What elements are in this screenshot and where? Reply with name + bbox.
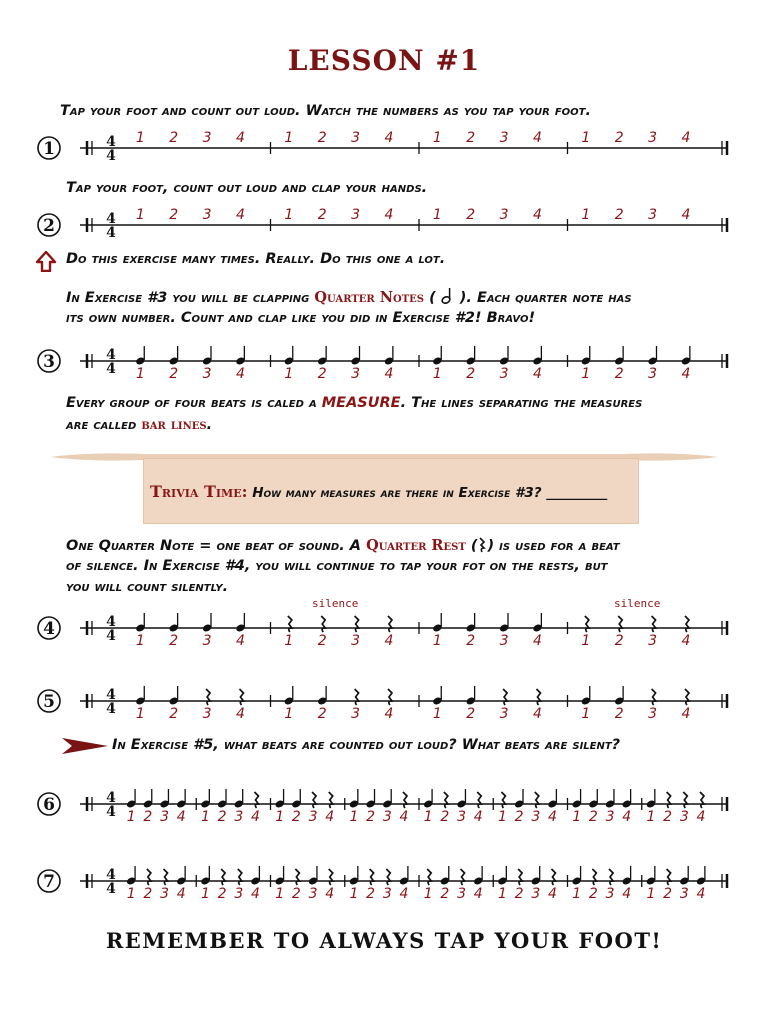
quarter-rest [427,869,431,885]
beat-count: 4 [548,886,557,902]
exercise-number: 7 [43,872,55,892]
exercise-1-staff [0,120,768,180]
beat-count: 4 [236,130,245,146]
quarter-rest [239,689,243,705]
beat-count: 1 [581,633,591,649]
beat-count: 2 [466,366,476,382]
exercise-5-question: In Exercise #5, what beats are counted out loud? What beats are silent? [112,737,621,753]
time-signature-top: 4 [106,790,116,806]
beat-count: 4 [681,366,691,382]
quarter-rest [355,616,359,632]
beat-count: 2 [169,207,179,223]
beat-count: 1 [135,706,145,722]
quarter-rest [295,869,299,885]
beat-count: 4 [236,633,245,649]
beat-count: 3 [351,706,361,722]
barline-text-a: are called [66,417,142,433]
trivia-label: Trivia Time: [150,482,248,501]
beat-count: 2 [466,633,476,649]
beat-count: 1 [432,207,442,223]
beat-count: 2 [169,633,179,649]
beat-count: 3 [499,706,509,722]
quarter-rest [667,869,671,885]
beat-count: 1 [284,130,294,146]
beat-count: 2 [317,706,327,722]
beat-count: 4 [533,706,542,722]
beat-count: 4 [384,366,394,382]
beat-count: 3 [351,366,361,382]
beat-count: 3 [531,809,541,825]
footer-reminder: REMEMBER TO ALWAYS TAP YOUR FOOT! [105,928,663,953]
quarter-rest [238,869,242,885]
beat-count: 3 [202,130,212,146]
beat-count: 1 [423,809,433,825]
trivia-box [143,458,639,524]
exercise-3-intro-line2: its own number. Count and clap like you did in Exercise #2! Bravo! [66,310,536,326]
quarter-rest [618,616,622,632]
beat-count: 4 [325,886,335,902]
beat-count: 1 [284,207,294,223]
quarter-rest [536,689,540,705]
exercise-3-staff [0,333,768,393]
beat-count: 1 [423,886,433,902]
beat-count: 3 [234,809,244,825]
quarter-rest [461,869,465,885]
quarter-rest [164,869,168,885]
exercise-7-staff [0,853,768,913]
beat-count: 3 [351,207,361,223]
beat-count: 3 [499,207,509,223]
exercise-number: 2 [43,216,55,236]
intro-paren-open: ( [424,290,441,306]
rest-explanation-line1 [66,535,620,557]
quarter-rest [386,869,390,885]
beat-count: 3 [351,633,361,649]
beat-count: 1 [284,633,294,649]
beat-count: 4 [622,886,632,902]
quarter-rest [609,869,613,885]
beat-count: 3 [648,633,658,649]
quarter-rest [355,689,359,705]
quarter-rest [477,792,481,808]
beat-count: 2 [440,809,450,825]
beat-count: 3 [457,809,467,825]
beat-count: 1 [275,809,285,825]
quarter-rest [388,616,392,632]
quarter-rest [518,869,522,885]
silence-label-1: silence [312,597,359,610]
repeat-note: Do this exercise many times. Really. Do this one a lot. [66,251,446,267]
beat-count: 1 [497,886,507,902]
exercise-number: 1 [43,139,55,159]
quarter-rest [685,689,689,705]
beat-count: 4 [251,809,260,825]
exercise-5-staff [0,673,768,733]
beat-count: 1 [135,633,145,649]
quarter-rest [585,616,589,632]
beat-count: 1 [126,886,136,902]
beat-count: 2 [614,706,624,722]
beat-count: 3 [457,886,467,902]
time-signature-top: 4 [106,347,116,363]
beat-count: 1 [275,886,285,902]
beat-count: 2 [614,366,624,382]
rest-explanation-line2: of silence. In Exercise #4, you will continue to tap your fot on the rests, but [66,558,608,574]
quarter-rest [652,616,656,632]
beat-count: 3 [605,809,615,825]
quarter-rest [403,792,407,808]
beat-count: 2 [588,886,598,902]
beat-count: 2 [169,706,179,722]
quarter-rest [288,616,292,632]
quarter-rest [254,792,258,808]
beat-count: 2 [614,633,624,649]
beat-count: 3 [308,886,318,902]
barline-text-c: . [206,417,213,433]
trivia-question: How many measures are there in Exercise #3? _________ [252,485,608,501]
beat-count: 1 [135,130,145,146]
beat-count: 4 [548,809,557,825]
quarter-rest [206,689,210,705]
beat-count: 2 [663,809,673,825]
up-arrow-icon [35,250,57,272]
beat-count: 4 [533,633,542,649]
intro-text-a: In Exercise #3 you will be clapping [66,290,315,306]
beat-count: 1 [432,130,442,146]
beat-count: 3 [605,886,615,902]
beat-count: 4 [681,706,691,722]
beat-count: 1 [200,809,210,825]
beat-count: 3 [648,706,658,722]
beat-count: 1 [135,366,145,382]
beat-count: 1 [284,366,294,382]
quarter-rest-icon [477,537,487,553]
beat-count: 3 [679,886,689,902]
beat-count: 3 [308,809,318,825]
beat-count: 2 [514,809,524,825]
beat-count: 4 [681,633,691,649]
intro-text-d: ). Each quarter note has [454,290,632,306]
beat-count: 2 [588,809,598,825]
bar-lines-term: bar lines [141,416,207,433]
beat-count: 2 [143,886,153,902]
beat-count: 4 [176,886,186,902]
exercise-2-instruction: Tap your foot, count out loud and clap your hands. [66,180,428,196]
time-signature-bottom: 4 [106,361,116,377]
beat-count: 1 [497,809,507,825]
beat-count: 1 [646,809,656,825]
time-signature-bottom: 4 [106,881,116,897]
quarter-rest [312,792,316,808]
beat-count: 2 [614,130,624,146]
time-signature-bottom: 4 [106,701,116,717]
beat-count: 4 [399,809,409,825]
quarter-rest [592,869,596,885]
time-signature-top: 4 [106,867,116,883]
quarter-rest [444,792,448,808]
measure-explanation-line1 [66,393,642,414]
quarter-rest [501,792,505,808]
beat-count: 3 [499,633,509,649]
beat-count: 1 [432,706,442,722]
right-arrow-icon [62,736,108,756]
exercise-number: 5 [43,692,55,712]
quarter-note-icon [441,287,455,305]
lesson-title: LESSON #1 [287,44,481,77]
time-signature-top: 4 [106,614,116,630]
beat-count: 2 [317,207,327,223]
beat-count: 1 [349,809,359,825]
beat-count: 2 [466,130,476,146]
beat-count: 2 [217,886,227,902]
beat-count: 3 [202,633,212,649]
quarter-rest [388,689,392,705]
quarter-rest [535,792,539,808]
quarter-rest [700,792,704,808]
quarter-rest [370,869,374,885]
rest-paren-open: ( [465,538,478,554]
quarter-rest [652,689,656,705]
beat-count: 3 [679,809,689,825]
beat-count: 3 [202,207,212,223]
beat-count: 3 [648,207,658,223]
beat-count: 2 [614,207,624,223]
quarter-rest [683,792,687,808]
measure-text-a: Every group of four beats is caled a [66,395,322,411]
rest-text-d: ) is used for a beat [487,538,620,554]
quarter-rest [329,869,333,885]
rest-text-a: One Quarter Note = one beat of sound. A [66,538,367,554]
beat-count: 4 [696,809,706,825]
exercise-3-intro-line1 [66,287,632,309]
beat-count: 1 [349,886,359,902]
beat-count: 1 [581,706,591,722]
beat-count: 2 [143,809,153,825]
beat-count: 3 [160,886,170,902]
beat-count: 2 [217,809,227,825]
beat-count: 3 [531,886,541,902]
beat-count: 4 [533,366,542,382]
beat-count: 3 [648,366,658,382]
quarter-notes-term: Quarter Notes [314,289,425,306]
beat-count: 2 [291,809,301,825]
measure-text-c: . The lines separating the measures [400,395,643,411]
beat-count: 4 [533,207,542,223]
beat-count: 3 [234,886,244,902]
beat-count: 4 [384,706,394,722]
beat-count: 3 [351,130,361,146]
exercise-1-instruction: Tap your foot and count out loud. Watch the numbers as you tap your foot. [60,103,591,119]
time-signature-top: 4 [106,134,116,150]
beat-count: 4 [236,366,245,382]
exercise-4-staff [0,600,768,660]
beat-count: 2 [440,886,450,902]
beat-count: 4 [473,809,483,825]
time-signature-bottom: 4 [106,628,116,644]
exercise-2-staff [0,197,768,257]
beat-count: 1 [581,130,591,146]
quarter-rest [551,869,555,885]
time-signature-bottom: 4 [106,148,116,164]
beat-count: 4 [384,633,394,649]
beat-count: 2 [169,130,179,146]
beat-count: 3 [160,809,170,825]
beat-count: 4 [473,886,483,902]
trivia-line [150,481,607,504]
beat-count: 4 [399,886,409,902]
rest-explanation-line3: you will count silently. [66,579,229,595]
quarter-rest [503,689,507,705]
time-signature-bottom: 4 [106,225,116,241]
quarter-rest-term: Quarter Rest [366,537,466,554]
beat-count: 4 [384,130,394,146]
measure-explanation-line2 [66,414,212,436]
beat-count: 2 [291,886,301,902]
beat-count: 4 [251,886,260,902]
quarter-rest [221,869,225,885]
quarter-rest [321,616,325,632]
beat-count: 3 [382,886,392,902]
silence-label-2: silence [614,597,661,610]
exercise-number: 6 [43,795,55,815]
beat-count: 4 [533,130,542,146]
beat-count: 1 [135,207,145,223]
time-signature-top: 4 [106,687,116,703]
time-signature-top: 4 [106,211,116,227]
beat-count: 2 [317,366,327,382]
beat-count: 2 [317,130,327,146]
beat-count: 1 [200,886,210,902]
quarter-rest [147,869,151,885]
beat-count: 3 [499,366,509,382]
beat-count: 1 [581,207,591,223]
beat-count: 4 [236,706,245,722]
time-signature-bottom: 4 [106,804,116,820]
beat-count: 4 [325,809,335,825]
beat-count: 4 [622,809,632,825]
beat-count: 4 [236,207,245,223]
exercise-number: 3 [43,352,55,372]
measure-term: MEASURE [321,395,401,411]
beat-count: 1 [646,886,656,902]
beat-count: 3 [202,366,212,382]
beat-count: 3 [202,706,212,722]
beat-count: 2 [169,366,179,382]
beat-count: 2 [466,207,476,223]
beat-count: 2 [514,886,524,902]
beat-count: 1 [432,633,442,649]
exercise-6-staff [0,776,768,836]
beat-count: 1 [432,366,442,382]
exercise-number: 4 [43,619,55,639]
quarter-rest [329,792,333,808]
beat-count: 2 [366,886,376,902]
beat-count: 4 [681,207,691,223]
beat-count: 1 [126,809,136,825]
beat-count: 3 [382,809,392,825]
beat-count: 1 [581,366,591,382]
quarter-rest [667,792,671,808]
beat-count: 4 [681,130,691,146]
beat-count: 1 [572,886,582,902]
beat-count: 3 [648,130,658,146]
beat-count: 2 [466,706,476,722]
beat-count: 2 [317,633,327,649]
quarter-rest [685,616,689,632]
beat-count: 1 [572,809,582,825]
beat-count: 1 [284,706,294,722]
beat-count: 2 [366,809,376,825]
beat-count: 3 [499,130,509,146]
beat-count: 2 [663,886,673,902]
beat-count: 4 [384,207,394,223]
beat-count: 4 [176,809,186,825]
beat-count: 4 [696,886,706,902]
